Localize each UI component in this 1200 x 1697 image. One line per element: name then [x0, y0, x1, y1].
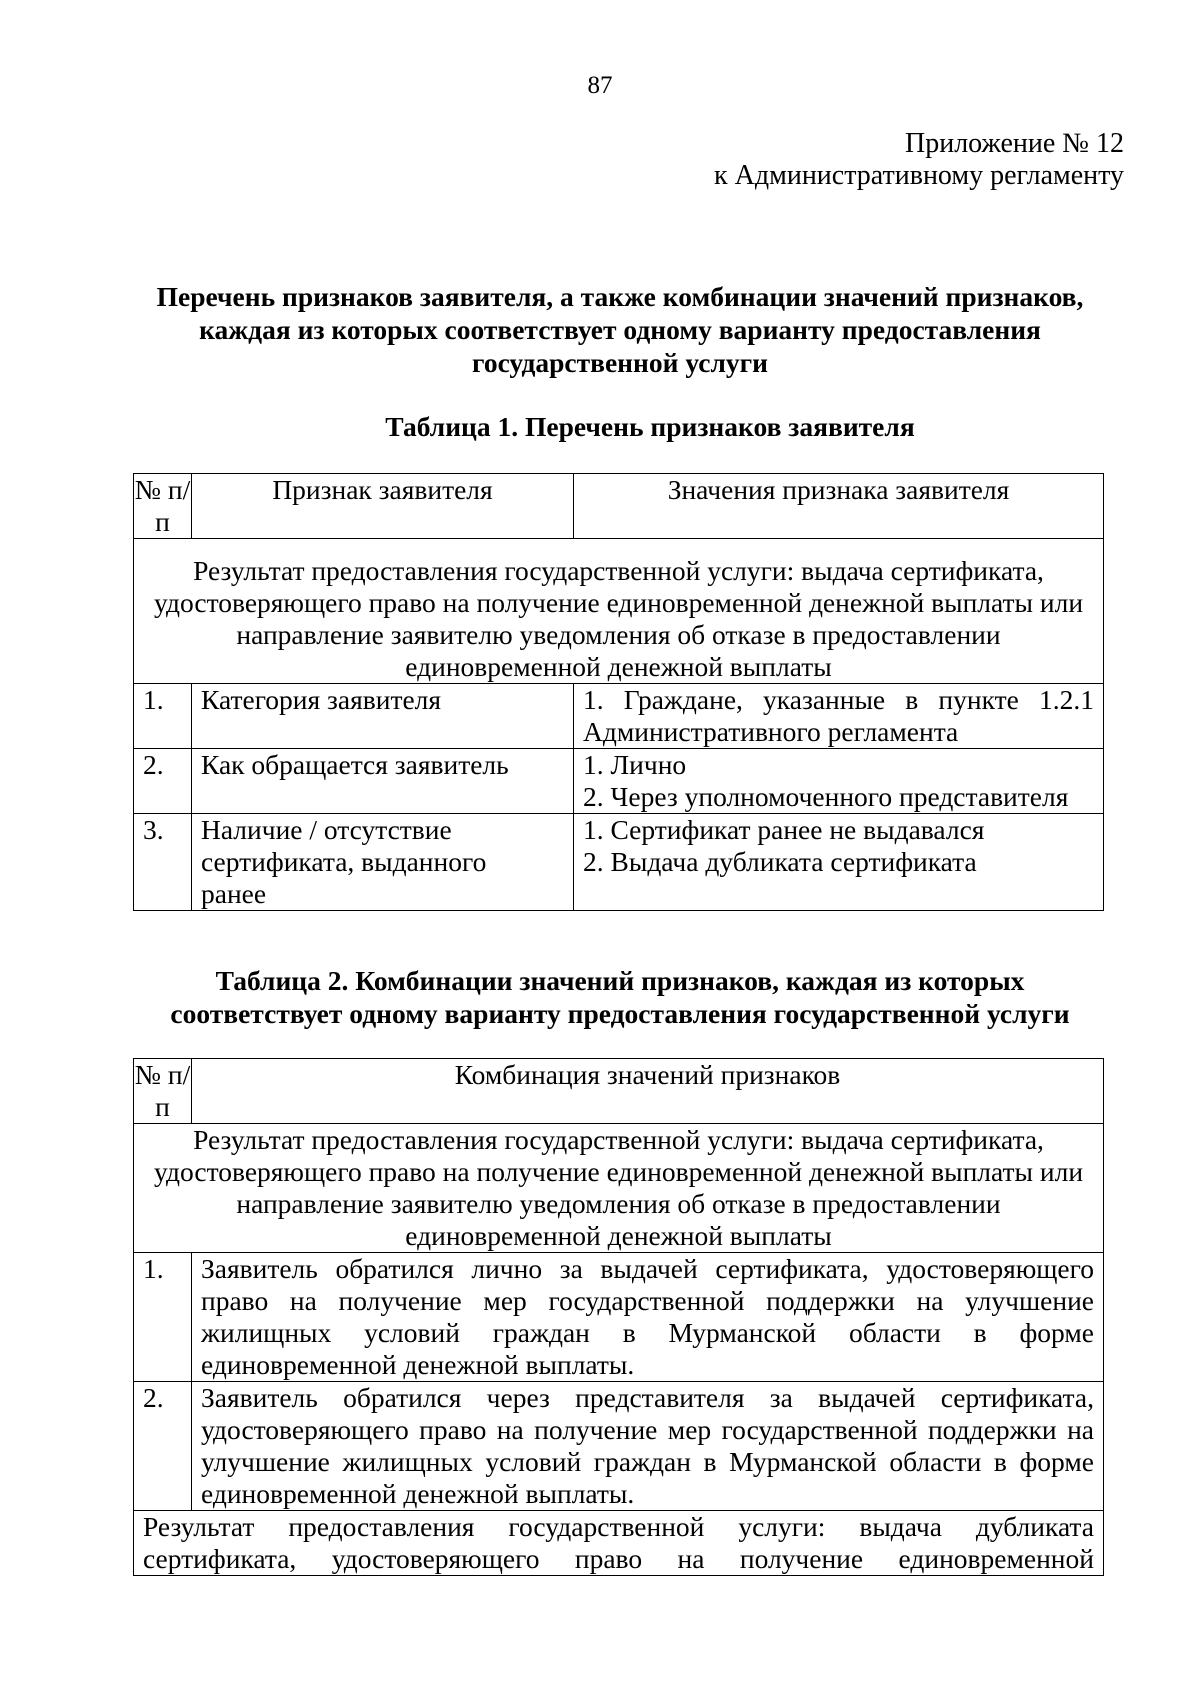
table-row: [134, 814, 1104, 911]
table-2-section-result-1: Результат предоставления государственной услуги: выдача сертификата, удостоверяющего право на получение единовременной денежной выплаты или направление заявителю уведомления об отказе в предоставлении единовременной денежной выплаты: [134, 1124, 1104, 1253]
table-row: [134, 1253, 1104, 1382]
value-item: 1. Сертификат ранее не выдавался: [583, 814, 985, 845]
header-number: № п/п: [134, 474, 191, 537]
table-row: [134, 749, 1104, 814]
row-number: 2.: [134, 749, 192, 814]
table-2-section-row: [134, 1124, 1104, 1253]
document-title: Перечень признаков заявителя, а также комбинации значений признаков, каждая из которых соответствует одному варианту предоставления государственной услуги: [156, 281, 1084, 378]
value-item: 1. Лично: [583, 749, 687, 780]
table-row: [134, 684, 1104, 749]
values-cell: 1. Граждане, указанные в пункте 1.2.1 Административного регламента: [574, 684, 1104, 749]
table-2-section-row: [134, 1511, 1104, 1576]
table-2-caption: Таблица 2. Комбинации значений признаков, каждая из которых соответствует одному варианту предоставления государственной услуги: [170, 965, 1070, 1029]
feature-cell: Категория заявителя: [192, 684, 574, 749]
feature-cell: Как обращается заявитель: [192, 749, 574, 814]
header-feature: Признак заявителя: [192, 474, 574, 539]
values-cell: [574, 814, 1104, 911]
table-2-feature-combinations: [133, 1058, 1104, 1576]
values-cell: [574, 749, 1104, 814]
combination-cell: Заявитель обратился лично за выдачей сертификата, удостоверяющего право на получение мер государственной поддержки на улучшение жилищных условий граждан в Мурманской области в форме единовременной денежной выплаты.: [192, 1253, 1104, 1382]
header-combination: Комбинация значений признаков: [192, 1059, 1104, 1124]
header-values: Значения признака заявителя: [574, 474, 1104, 539]
page-number: 87: [587, 72, 613, 99]
header-number: № п/п: [134, 1059, 191, 1122]
value-item: 2. Выдача дубликата сертификата: [583, 846, 977, 877]
row-number: 1.: [134, 1253, 192, 1382]
value-item: 2. Через уполномоченного представителя: [583, 781, 1069, 812]
appendix-line-2: к Административному регламенту: [714, 160, 1124, 191]
row-number: 2.: [134, 1382, 192, 1511]
table-1-caption: Таблица 1. Перечень признаков заявителя: [385, 411, 915, 442]
table-1-section-row: [134, 539, 1104, 684]
table-row: [134, 1382, 1104, 1511]
feature-cell: Наличие / отсутствие сертификата, выданного ранее: [192, 814, 574, 911]
appendix-line-1: Приложение № 12: [905, 128, 1124, 159]
row-number: 1.: [134, 684, 192, 749]
table-1-applicant-features: [133, 473, 1104, 911]
table-2-header-row: [134, 1059, 1104, 1124]
combination-cell: Заявитель обратился через представителя за выдачей сертификата, удостоверяющего право на получение мер государственной поддержки на улучшение жилищных условий граждан в Мурманской области в форме единовременной денежной выплаты.: [192, 1382, 1104, 1511]
row-number: 3.: [134, 814, 192, 911]
table-1-header-row: [134, 474, 1104, 539]
table-1-section-result: Результат предоставления государственной услуги: выдача сертификата, удостоверяющего право на получение единовременной денежной выплаты или направление заявителю уведомления об отказе в предоставлении единовременной денежной выплаты: [134, 539, 1104, 684]
table-2-section-result-2: Результат предоставления государственной услуги: выдача дубликата сертификата, удостоверяющего право на получение единовременной: [134, 1511, 1104, 1576]
appendix-reference: [714, 128, 1124, 192]
